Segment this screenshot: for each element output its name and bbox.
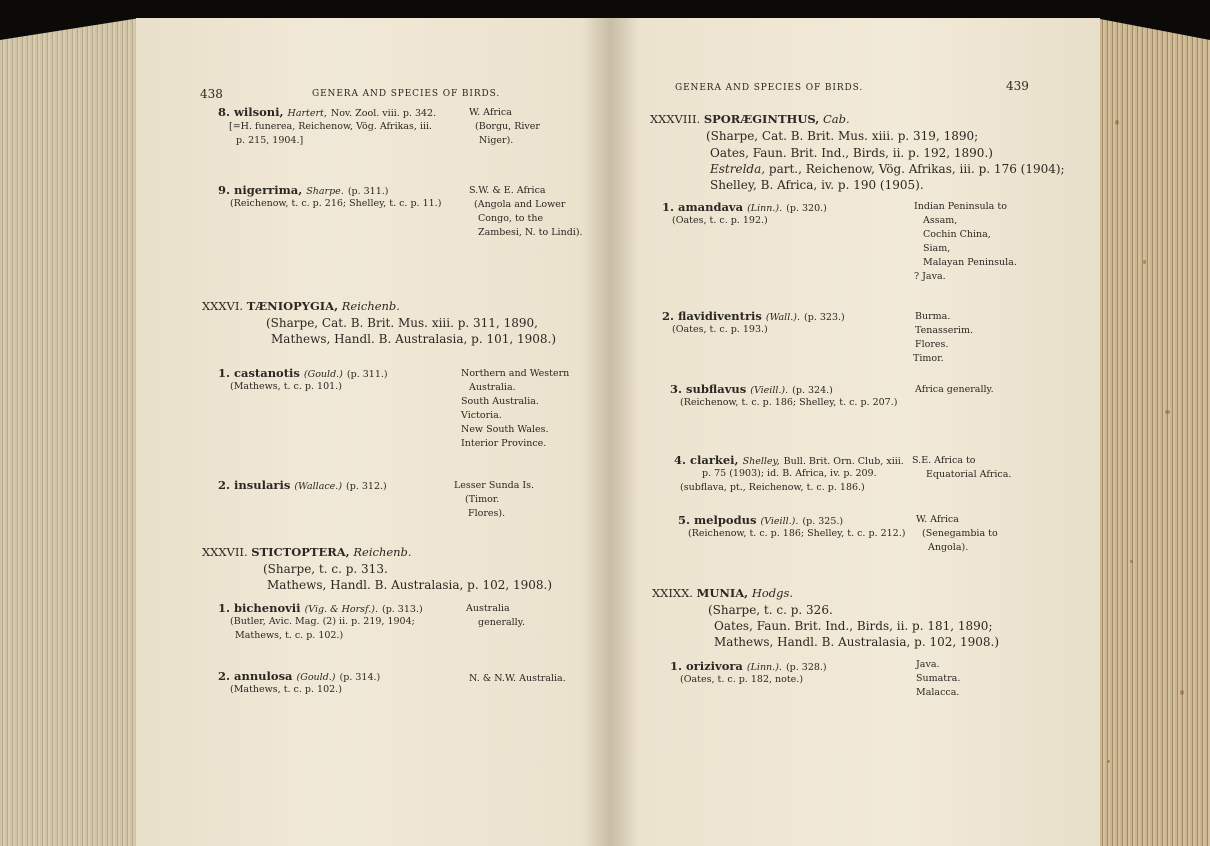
genus-heading: XXXVIII. SPORÆGINTHUS, Cab. (650, 112, 850, 126)
distribution: generally. (478, 617, 525, 628)
distribution: Lesser Sunda Is. (454, 480, 535, 491)
reference: (Mathews, t. c. p. 101.) (230, 381, 342, 392)
distribution: Africa generally. (915, 384, 994, 395)
running-head: GENERA AND SPECIES OF BIRDS. (312, 89, 501, 99)
distribution: (Borgu, River (475, 121, 540, 132)
distribution: Malacca. (916, 687, 960, 698)
distribution: Equatorial Africa. (926, 469, 1012, 480)
distribution: Flores). (468, 508, 506, 519)
distribution: Siam, (923, 243, 951, 254)
genus-heading: XXIXX. MUNIA, Hodgs. (652, 586, 794, 600)
distribution: Interior Province. (461, 438, 547, 449)
running-head: GENERA AND SPECIES OF BIRDS. (675, 83, 864, 93)
distribution: Malayan Peninsula. (923, 257, 1017, 268)
reference: (Reichenow, t. c. p. 216; Shelley, t. c. p. 11.) (230, 198, 442, 209)
distribution: Indian Peninsula to (914, 201, 1007, 212)
distribution: Niger). (479, 135, 514, 146)
synonymy: Shelley, B. Africa, iv. p. 190 (1905). (710, 178, 924, 192)
distribution: Australia. (469, 382, 516, 393)
left-page (136, 18, 610, 846)
distribution: Assam, (923, 215, 958, 226)
distribution: Java. (916, 659, 940, 670)
species-name: 8. wilsoni, Hartert, Nov. Zool. viii. p. 342. (218, 105, 437, 119)
distribution: (Angola and Lower (474, 199, 566, 210)
distribution: (Senegambia to (922, 528, 998, 539)
reference: (subflava, pt., Reichenow, t. c. p. 186.) (680, 482, 865, 493)
reference: (Mathews, t. c. p. 102.) (230, 684, 342, 695)
reference: (Reichenow, t. c. p. 186; Shelley, t. c. p. 212.) (688, 528, 906, 539)
page-number: 438 (200, 87, 223, 101)
page-edges-left (0, 0, 140, 846)
distribution: Angola). (928, 542, 969, 553)
synonymy: Oates, Faun. Brit. Ind., Birds, ii. p. 192, 1890.) (710, 146, 993, 160)
distribution: Sumatra. (916, 673, 961, 684)
species-name: 1. orizivora (Linn.). (p. 328.) (670, 659, 827, 673)
distribution: Northern and Western (461, 368, 570, 379)
reference: (Reichenow, t. c. p. 186; Shelley, t. c. p. 207.) (680, 397, 898, 408)
reference: (Oates, t. c. p. 192.) (672, 215, 768, 226)
reference: p. 75 (1903); id. B. Africa, iv. p. 209. (702, 468, 877, 479)
reference: [=H. funerea, Reichenow, Vög. Afrikas, iii. (229, 121, 433, 132)
reference: (Oates, t. c. p. 182, note.) (680, 674, 804, 685)
genus-heading: XXXVI. TÆNIOPYGIA, Reichenb. (202, 299, 400, 313)
right-page (610, 18, 1100, 846)
species-name: 3. subflavus (Vieill.). (p. 324.) (670, 382, 833, 396)
distribution: Victoria. (461, 410, 502, 421)
distribution: Zambesi, N. to Lindi). (478, 227, 583, 238)
synonymy: (Sharpe, Cat. B. Brit. Mus. xiii. p. 311, 1890, (266, 316, 538, 330)
reference: Mathews, t. c. p. 102.) (235, 630, 344, 641)
synonymy: (Sharpe, t. c. p. 313. (263, 562, 388, 576)
synonymy: Mathews, Handl. B. Australasia, p. 101, 1908.) (271, 332, 557, 346)
species-name: 2. flavidiventris (Wall.). (p. 323.) (662, 309, 845, 323)
distribution: S.W. & E. Africa (469, 185, 546, 196)
species-name: 2. annulosa (Gould.) (p. 314.) (218, 669, 381, 683)
distribution: Burma. (915, 311, 951, 322)
synonymy: (Sharpe, Cat. B. Brit. Mus. xiii. p. 319, 1890; (706, 129, 979, 143)
distribution: Tenasserim. (915, 325, 973, 336)
distribution: Timor. (913, 353, 944, 364)
synonymy: (Sharpe, t. c. p. 326. (708, 603, 833, 617)
species-name: 9. nigerrima, Sharpe. (p. 311.) (218, 183, 389, 197)
distribution: Australia (466, 603, 510, 614)
reference: (Butler, Avic. Mag. (2) ii. p. 219, 1904; (230, 616, 415, 627)
distribution: Flores. (915, 339, 949, 350)
distribution: N. & N.W. Australia. (469, 673, 566, 684)
reference: (Oates, t. c. p. 193.) (672, 324, 768, 335)
distribution: S.E. Africa to (912, 455, 976, 466)
distribution: New South Wales. (461, 424, 549, 435)
page-edges-right (1095, 0, 1210, 846)
species-name: 5. melpodus (Vieill.). (p. 325.) (678, 513, 844, 527)
species-name: 1. amandava (Linn.). (p. 320.) (662, 200, 827, 214)
synonymy: Estrelda, part., Reichenow, Vög. Afrikas, iii. p. 176 (1904); (710, 162, 1065, 176)
distribution: W. Africa (469, 107, 512, 118)
distribution: (Timor. (465, 494, 500, 505)
synonymy: Oates, Faun. Brit. Ind., Birds, ii. p. 181, 1890; (714, 619, 993, 633)
reference: p. 215, 1904.] (236, 135, 304, 146)
distribution: ? Java. (914, 271, 946, 282)
synonymy: Mathews, Handl. B. Australasia, p. 102, 1908.) (267, 578, 553, 592)
distribution: South Australia. (461, 396, 539, 407)
genus-heading: XXXVII. STICTOPTERA, Reichenb. (202, 545, 412, 559)
species-name: 1. castanotis (Gould.) (p. 311.) (218, 366, 388, 380)
species-name: 1. bichenovii (Vig. & Horsf.). (p. 313.) (218, 601, 423, 615)
page-number: 439 (1006, 79, 1029, 93)
synonymy: Mathews, Handl. B. Australasia, p. 102, 1908.) (714, 635, 1000, 649)
species-name: 2. insularis (Wallace.) (p. 312.) (218, 478, 387, 492)
species-name: 4. clarkei, Shelley, Bull. Brit. Orn. Club, xiii. (674, 453, 904, 467)
distribution: W. Africa (916, 514, 959, 525)
distribution: Cochin China, (923, 229, 991, 240)
distribution: Congo, to the (478, 213, 544, 224)
